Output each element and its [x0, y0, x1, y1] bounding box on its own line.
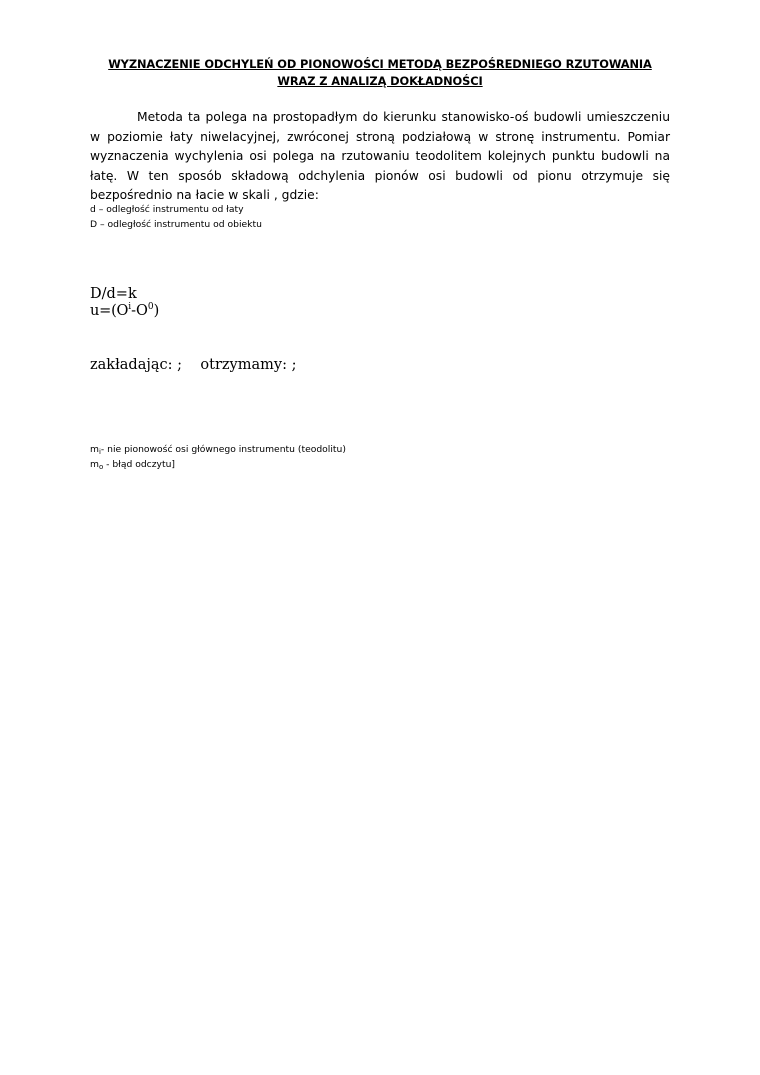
formula-deviation [90, 302, 159, 320]
note-symbol: m [90, 444, 99, 455]
formula-prefix: u=(O [90, 303, 129, 319]
note-symbol: m [90, 459, 99, 470]
definition-D: D – odległość instrumentu od obiektu [90, 219, 262, 230]
assumption-line: zakładając: ; otrzymamy: ; [90, 357, 297, 373]
note-text: - błąd odczytu] [103, 459, 176, 470]
formula-middle: -O [131, 303, 148, 319]
formula-scale: D/d=k [90, 286, 137, 302]
note-mo [90, 458, 175, 472]
definition-d: d – odległość instrumentu od łaty [90, 204, 244, 215]
paragraph-line: Metoda ta polega na prostopadłym do kierunku stanowisko-oś budowli umieszczeniu [137, 110, 670, 124]
formula-superscript-0: 0 [147, 302, 154, 312]
formula-suffix: ) [153, 303, 160, 319]
note-subscript: o [98, 463, 104, 471]
document-title-line-1: WYZNACZENIE ODCHYLEŃ OD PIONOWOŚCI METODĄ BEZPOŚREDNIEGO RZUTOWANIA [108, 57, 652, 71]
paragraph-line: w poziomie łaty niwelacyjnej, zwróconej stroną podziałową w stronę instrumentu. Pomiar [90, 129, 670, 144]
paragraph-line: wyznaczenia wychylenia osi polega na rzutowaniu teodolitem kolejnych punktu budowli na [90, 149, 670, 163]
formula-superscript-i: i [128, 302, 132, 312]
paragraph-line: bezpośrednio na łacie w skali , gdzie: [90, 188, 319, 202]
note-subscript: i [98, 448, 101, 456]
note-text: - nie pionowość osi głównego instrumentu (teodolitu) [100, 444, 346, 455]
method-paragraph [90, 108, 670, 206]
paragraph-line: łatę. W ten sposób składową odchylenia pionów osi budowli od pionu otrzymuje się [90, 168, 670, 183]
note-mi [90, 443, 346, 457]
document-title-line-2: WRAZ Z ANALIZĄ DOKŁADNOŚCI [277, 74, 483, 88]
